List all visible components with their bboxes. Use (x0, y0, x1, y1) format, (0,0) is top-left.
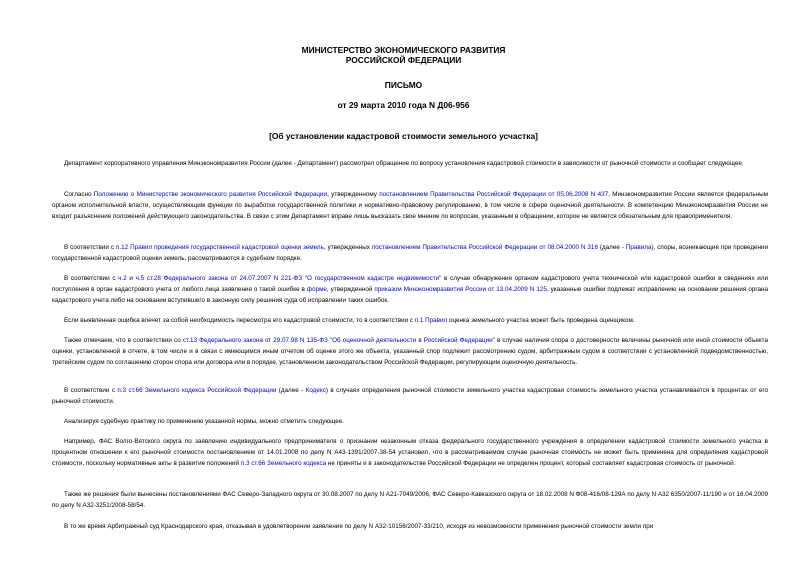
paragraph-text: Если выявленная ошибка влечет за собой необходимость пересмотра его кадастровой стоимости, то в соответствии с (64, 317, 415, 324)
document-date: от 29 марта 2010 года N Д06-956 (337, 100, 470, 110)
paragraph-text: В соответствии с (64, 387, 118, 394)
paragraph-text: , Минэкономразвития России является федеральным органом исполнительной власти, осуществляющим функции по выработке государственной политики и нормативно-правовому регулированию, в том числе в сфере оценочной деятельности. В компетенцию Минэкономразвития России не входит разъяснение положений действующего законодательства. В связи с этим Департамент вправе лишь высказать свое мнение по вопросам, указанным в обращении, которое не является обязательным для правоприменителя. (52, 191, 768, 220)
paragraph-text: Согласно (64, 191, 94, 198)
paragraph-10 (52, 490, 768, 512)
link-rules[interactable]: Правила (625, 244, 652, 251)
paragraph-text: оценка земельного участка может быть проведена оценщиком. (447, 317, 635, 324)
paragraph-text: Анализируя судебную практику по применению указанной нормы, можно отметить следующее. (64, 418, 344, 425)
document-type: ПИСЬМО (384, 80, 423, 90)
paragraph-7 (52, 386, 768, 408)
link-government-decree-437[interactable]: постановлением Правительства Российской Федерации от 05.06.2008 N 437 (379, 191, 609, 198)
paragraph-text: В то же время Арбитражный суд Краснодарского края, отказывая в удовлетворении заявления по делу N А32-10156/2007-33/210, исходя из невозможности применения рыночной стоимости земли при (64, 523, 654, 530)
paragraph-text: и (126, 275, 136, 282)
paragraph-text: (далее - (597, 244, 626, 251)
paragraph-text: , утвержденному (327, 191, 380, 198)
paragraph-text: Департамент корпоративного управления Минэкономразвития России (далее - Департамент) рассмотрел обращение по вопросу установления кадастровой стоимости в зависимости от рыночной стоимости и сообщает следующее. (64, 160, 744, 167)
paragraph-8 (52, 417, 768, 428)
link-federal-law-221[interactable]: ч.5 ст.28 Федерального закона от 24.07.2007 N 221-ФЗ "О государственном кадастре недвижимости" (135, 275, 442, 282)
ministry-line-1: МИНИСТЕРСТВО ЭКОНОМИЧЕСКОГО РАЗВИТИЯ (301, 45, 506, 55)
paragraph-text: , утвержденной (326, 285, 375, 293)
paragraph-text: , утвержденных (323, 244, 372, 251)
link-land-code-article-66[interactable]: п.3 ст.66 Земельного кодекса Российской Федерации (117, 387, 277, 394)
link-part-2[interactable]: ч.2 (118, 275, 127, 282)
paragraph-text: в случае обнаружения органом кадастрового учета технической или кадастровой ошибки в сведениях или поступления в орган кадастрового учета от любого лица заявления о такой ошибке в (52, 275, 769, 293)
link-rules-item-12[interactable]: п.12 Правил проведения государственной кадастровой оценки земель (115, 244, 324, 251)
paragraph-1 (52, 159, 768, 170)
paragraph-text: ) в случаях определения рыночной стоимости земельного участка кадастровая стоимость земельного участка устанавливается в процентах от его рыночной стоимости. (52, 387, 768, 405)
paragraph-text: Также же решения были вынесены постановлениями ФАС Северо-Западного округа от 30.08.2007 по делу N А21-7049/2006, ФАС Северо-Кавказского округа от 18.02.2008 N Ф08-416/08-129А по делу N А32 6350/2007-11/190 и от 16.04.2009 по делу N А32-3251/2008-58/54. (52, 491, 768, 509)
ministry-line-2: РОССИЙСКОЙ ФЕДЕРАЦИИ (345, 55, 462, 65)
paragraph-text: В соответствии с (64, 244, 116, 251)
paragraph-9 (52, 437, 768, 469)
paragraph-text: не приняты и в законодательстве Российской Федерации не определен процент, который составляет кадастровая стоимость от рыночной. (326, 459, 736, 467)
link-federal-law-135[interactable]: ст.13 Федерального закона от 29.07.98 N 135-ФЗ "Об оценочной деятельности в Российской Федерации" (182, 337, 495, 344)
paragraph-3 (52, 243, 768, 265)
paragraph-6 (52, 336, 768, 368)
paragraph-4 (52, 274, 768, 306)
link-ministry-regulation[interactable]: Положению о Министерстве экономического развития Российской Федерации (93, 191, 328, 198)
ministry-name (0, 45, 807, 65)
document-title: [Об установлении кадастровой стоимости земельного усчастка] (269, 131, 538, 141)
paragraph-text: ), споры, возникающие при проведении государственной кадастровой оценки земель, рассматриваются в судебном порядке. (52, 244, 769, 262)
paragraph-2 (52, 190, 768, 222)
paragraph-text: , указанные ошибки подлежат исправлению на основании решения органа кадастрового учета либо на основании вступившего в законную силу решения суда об исправлении таких ошибок. (52, 285, 768, 304)
paragraph-text: В соответствии с (64, 275, 119, 282)
link-form[interactable]: форме (306, 285, 327, 293)
paragraph-11 (52, 522, 768, 533)
link-rules-item-1[interactable]: п.1 Правил (414, 317, 448, 324)
paragraph-text: Например, ФАС Волго-Вятского округа по заявлению индивидуального предпринимателя о признании незаконным отказа федерального государственного учреждения в определении кадастровой стоимости земельного участка в процентном отношении к его рыночной стоимости постановлением от 14.01.2008 по делу N А43-1391/2007-38-54 установил, что в рассматриваемом случае рыночная стоимость не может быть применена для определения кадастровой стоимости, поскольку нормативные акты в развитие положений (52, 438, 768, 467)
link-order-125[interactable]: приказом Минэкономразвития России от 13.04.2009 N 125 (374, 285, 547, 293)
link-code[interactable]: Кодекс (305, 387, 326, 394)
link-land-code-article-66-item-3[interactable]: п.3 ст.66 Земельного кодекса (240, 459, 327, 467)
paragraph-text: в случае наличия спора о достоверности величины рыночной или иной стоимости объекта оценки, установленной в отчете, в том числе и в связи с имеющимся иным отчетом об оценке этого же объекта, указанный спор подлежит рассмотрению судом, арбитражным судом в соответствии с установленной подведомственностью, третейским судом по соглашению сторон спора или договора или в порядке, установленном законодательством Российской Федерации, регулирующим оценочную деятельность. (52, 337, 768, 366)
paragraph-5 (52, 316, 768, 327)
link-government-decree-316[interactable]: постановлением Правительства Российской Федерации от 08.04.2000 N 316 (371, 244, 598, 251)
paragraph-text: (далее - (276, 387, 306, 394)
paragraph-text: Также отмечаем, что в соответствии со (64, 337, 183, 344)
